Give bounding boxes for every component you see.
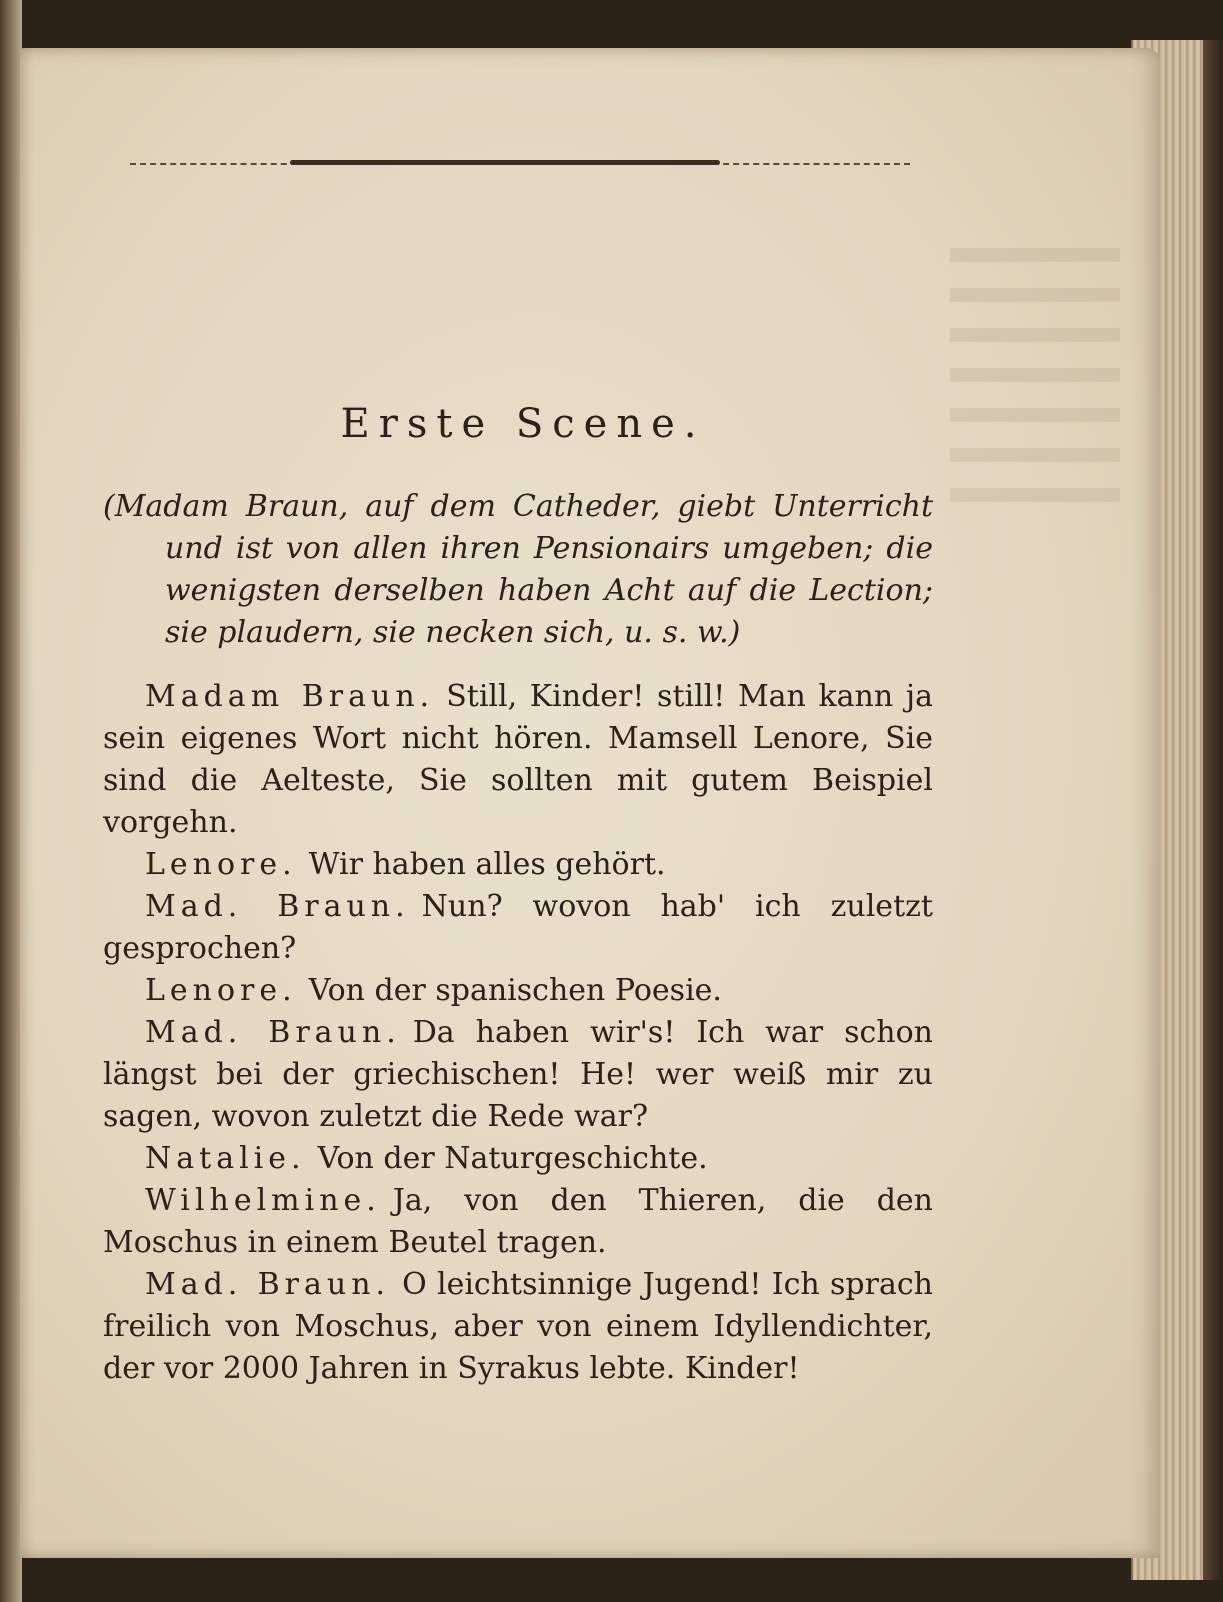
speech-text: Da haben wir's! Ich war schon längst bei der griechischen! He! wer weiß mir zu sagen, wovon zuletzt die Rede war? xyxy=(103,1015,933,1134)
speech-text: Von der spanischen Poesie. xyxy=(308,973,722,1008)
stage-direction: (Madam Braun, auf dem Catheder, giebt Unterricht und ist von allen ihren Pensionairs umgeben; die wenigsten derselben haben Acht auf die Lection; sie plaudern, sie necken sich, u. s. w.) xyxy=(103,489,933,650)
dialogue-line xyxy=(103,970,933,1012)
speaker-name: Lenore. xyxy=(145,847,297,882)
show-through-text xyxy=(950,248,1120,508)
dialogue-line xyxy=(103,1180,933,1264)
speaker-name: Madam Braun. xyxy=(145,679,435,714)
dialogue-line xyxy=(103,1138,933,1180)
speaker-name: Mad. Braun. xyxy=(145,889,410,924)
speech-text: Ja, von den Thieren, die den Moschus in einem Beutel tragen. xyxy=(103,1183,933,1260)
speech-text: Nun? wovon hab' ich zuletzt gesprochen? xyxy=(103,889,933,966)
dialogue-line xyxy=(103,844,933,886)
dialogue-line xyxy=(103,1264,933,1390)
speaker-name: Lenore. xyxy=(145,973,297,1008)
speech-text: Wir haben alles gehört. xyxy=(308,847,666,882)
dialogue-line xyxy=(103,1012,933,1138)
speaker-name: Mad. Braun. xyxy=(145,1267,391,1302)
speech-text: O leichtsinnige Jugend! Ich sprach freilich von Moschus, aber von einem Idyllendichter, der vor 2000 Jahren in Syrakus lebte. Kinder! xyxy=(103,1267,933,1386)
speech-text: Still, Kinder! still! Man kann ja sein eigenes Wort nicht hören. Mamsell Lenore, Sie sind die Aelteste, Sie sollten mit gutem Beispiel vorgehn. xyxy=(103,679,933,840)
speech-text: Von der Naturgeschichte. xyxy=(317,1141,708,1176)
page-text xyxy=(103,400,933,1390)
scene-heading: Erste Scene. xyxy=(340,401,706,447)
dialogue-line xyxy=(103,886,933,970)
speaker-name: Wilhelmine. xyxy=(145,1183,381,1218)
book-spine-edge xyxy=(0,0,22,1602)
header-rule-ornament xyxy=(290,160,720,165)
speaker-name: Mad. Braun. xyxy=(145,1015,401,1050)
speaker-name: Natalie. xyxy=(145,1141,306,1176)
dialogue-line xyxy=(103,676,933,844)
